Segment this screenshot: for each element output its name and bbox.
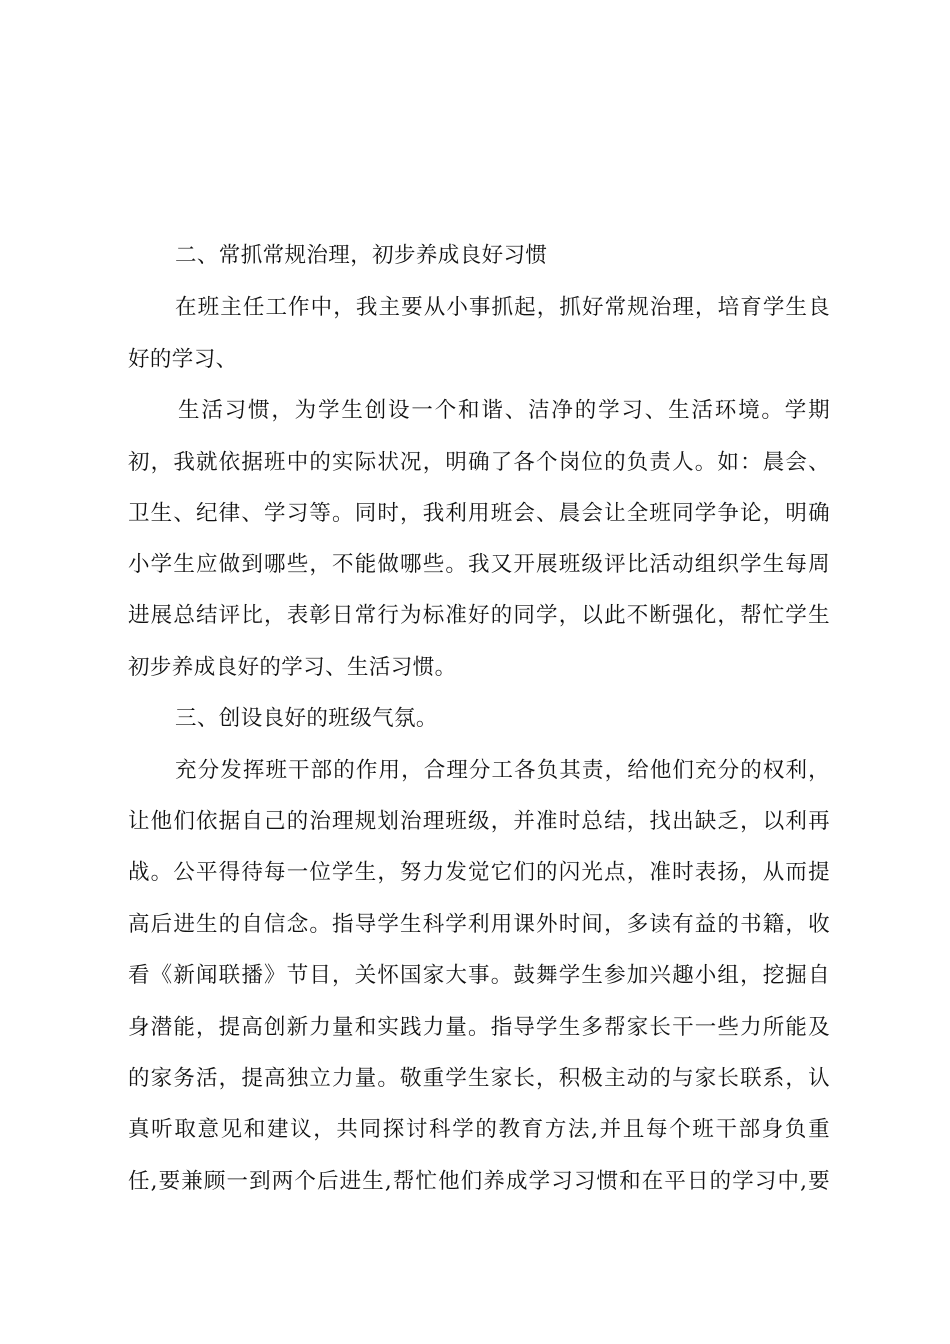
section-heading-3: 三、创设良好的班级气氛。 — [175, 706, 438, 731]
paragraph-3-line-7: 的家务活，提高独立力量。敬重学生家长，积极主动的与家长联系，认 — [128, 1066, 830, 1091]
paragraph-2-line-3: 卫生、纪律、学习等。同时，我利用班会、晨会让全班同学争论，明确 — [128, 501, 830, 526]
paragraph-2-line-2: 初，我就依据班中的实际状况，明确了各个岗位的负责人。如：晨会、 — [128, 450, 830, 475]
paragraph-3-line-3: 战。公平得待每一位学生，努力发觉它们的闪光点，准时表扬，从而提 — [128, 860, 830, 885]
paragraph-3-line-9: 任,要兼顾一到两个后进生,帮忙他们养成学习习惯和在平日的学习中,要 — [128, 1169, 830, 1194]
paragraph-3-line-4: 高后进生的自信念。指导学生科学利用课外时间，多读有益的书籍，收 — [128, 912, 830, 937]
section-heading-2: 二、常抓常规治理，初步养成良好习惯 — [175, 243, 548, 268]
paragraph-1-line-1: 在班主任工作中，我主要从小事抓起，抓好常规治理，培育学生良 — [175, 295, 830, 320]
paragraph-3-line-8: 真听取意见和建议，共同探讨科学的教育方法,并且每个班干部身负重 — [128, 1117, 830, 1142]
paragraph-2-line-4: 小学生应做到哪些，不能做哪些。我又开展班级评比活动组织学生每周 — [128, 552, 830, 577]
paragraph-3-line-2: 让他们依据自己的治理规划治理班级，并准时总结，找出缺乏，以利再 — [128, 809, 830, 834]
paragraph-2-line-5: 进展总结评比，表彰日常行为标准好的同学，以此不断强化，帮忙学生 — [128, 603, 830, 628]
paragraph-2-line-6: 初步养成良好的学习、生活习惯。 — [128, 655, 457, 680]
paragraph-3-line-6: 身潜能，提高创新力量和实践力量。指导学生多帮家长干一些力所能及 — [128, 1015, 830, 1040]
paragraph-1-line-2: 好的学习、 — [128, 347, 238, 372]
paragraph-2-line-1: 生活习惯，为学生创设一个和谐、洁净的学习、生活环境。学期 — [178, 398, 830, 423]
paragraph-3-line-5: 看《新闻联播》节目，关怀国家大事。鼓舞学生参加兴趣小组，挖掘自 — [128, 963, 830, 988]
paragraph-3-line-1: 充分发挥班干部的作用，合理分工各负其责，给他们充分的权利， — [175, 758, 830, 783]
